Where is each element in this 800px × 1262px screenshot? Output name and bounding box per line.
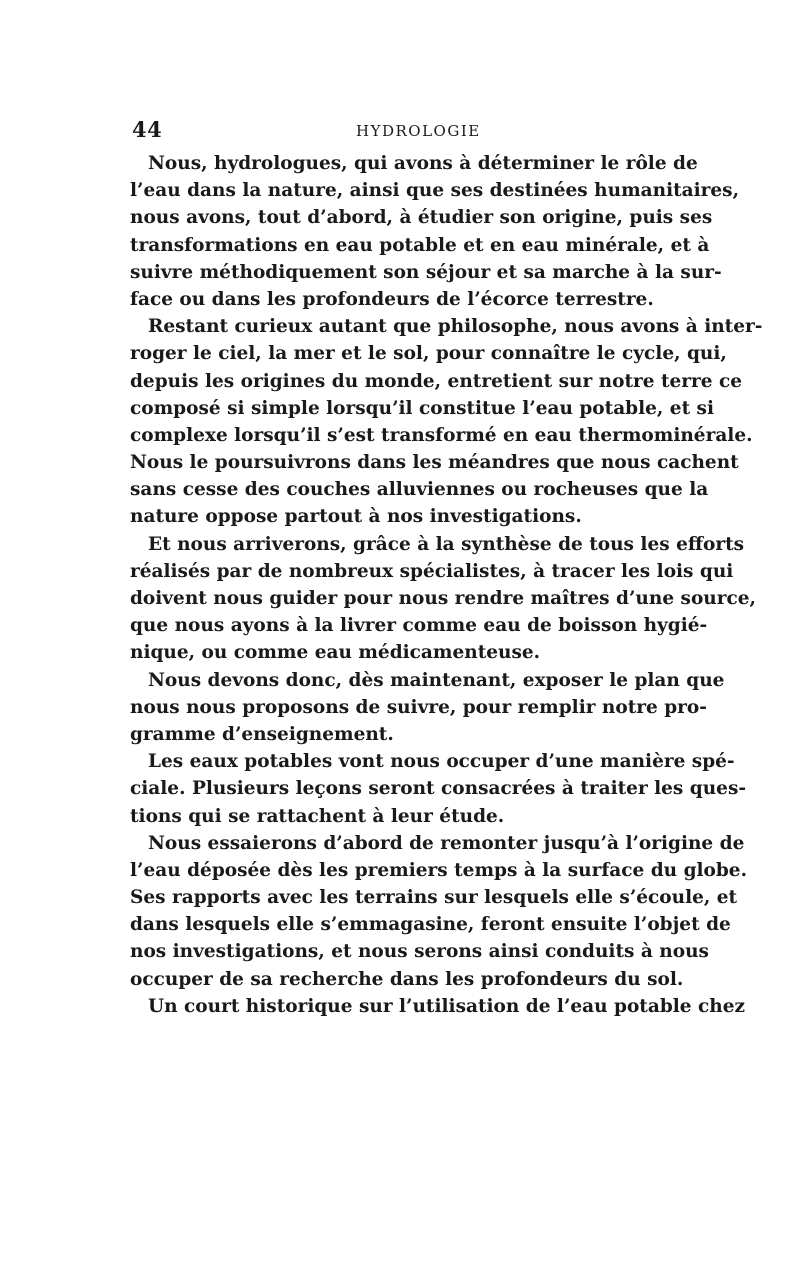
text-line: Nous essaierons d’abord de remonter jusqu’à l’origine de bbox=[148, 832, 745, 854]
page-number: 44 bbox=[132, 117, 163, 142]
text-line: face ou dans les profondeurs de l’écorce terrestre. bbox=[130, 288, 654, 310]
text-line: Les eaux potables vont nous occuper d’une manière spé- bbox=[148, 751, 735, 773]
text-line: roger le ciel, la mer et le sol, pour connaître le cycle, qui, bbox=[130, 343, 727, 365]
text-line: tions qui se rattachent à leur étude. bbox=[130, 805, 505, 827]
text-line: sans cesse des couches alluviennes ou rocheuses que la bbox=[130, 479, 709, 501]
text-line: l’eau déposée dès les premiers temps à la surface du globe. bbox=[130, 859, 748, 881]
text-line: que nous ayons à la livrer comme eau de boisson hygié- bbox=[130, 615, 708, 637]
text-line: doivent nous guider pour nous rendre maîtres d’une source, bbox=[130, 588, 756, 609]
running-head bbox=[132, 117, 680, 145]
text-line: composé si simple lorsqu’il constitue l’eau potable, et si bbox=[130, 397, 714, 419]
text-line: Nous devons donc, dès maintenant, exposer le plan que bbox=[148, 669, 725, 691]
text-line: dans lesquels elle s’emmagasine, feront ensuite l’objet de bbox=[130, 914, 731, 936]
text-line: réalisés par de nombreux spécialistes, à tracer les lois qui bbox=[130, 560, 734, 582]
text-line: Ses rapports avec les terrains sur lesquels elle s’écoule, et bbox=[130, 887, 738, 909]
text-line: ciale. Plusieurs leçons seront consacrées à traiter les ques- bbox=[130, 778, 747, 800]
text-line: gramme d’enseignement. bbox=[130, 723, 394, 745]
text-line: nous avons, tout d’abord, à étudier son origine, puis ses bbox=[130, 207, 713, 229]
text-line: nature oppose partout à nos investigations. bbox=[130, 506, 582, 528]
text-line: transformations en eau potable et en eau minérale, et à bbox=[130, 234, 710, 256]
body-text bbox=[130, 150, 763, 1020]
text-line: Nous le poursuivrons dans les méandres que nous cachent bbox=[130, 452, 739, 474]
text-line: Restant curieux autant que philosophe, nous avons à inter- bbox=[148, 316, 763, 338]
text-line: Un court historique sur l’utilisation de l’eau potable chez bbox=[148, 995, 746, 1017]
text-line: depuis les origines du monde, entretient sur notre terre ce bbox=[130, 370, 743, 392]
text-line: occuper de sa recherche dans les profondeurs du sol. bbox=[130, 968, 684, 990]
text-line: suivre méthodiquement son séjour et sa marche à la sur- bbox=[130, 261, 722, 283]
text-line: nos investigations, et nous serons ainsi conduits à nous bbox=[130, 941, 709, 963]
text-line: nous nous proposons de suivre, pour remplir notre pro- bbox=[130, 696, 707, 718]
running-title: HYDROLOGIE bbox=[356, 122, 481, 140]
text-line: l’eau dans la nature, ainsi que ses destinées humanitaires, bbox=[130, 180, 740, 202]
text-line: nique, ou comme eau médicamenteuse. bbox=[130, 642, 541, 664]
text-line: Nous, hydrologues, qui avons à déterminer le rôle de bbox=[148, 153, 698, 174]
text-line: complexe lorsqu’il s’est transformé en eau thermominérale. bbox=[130, 424, 753, 446]
text-line: Et nous arriverons, grâce à la synthèse de tous les efforts bbox=[148, 533, 745, 555]
